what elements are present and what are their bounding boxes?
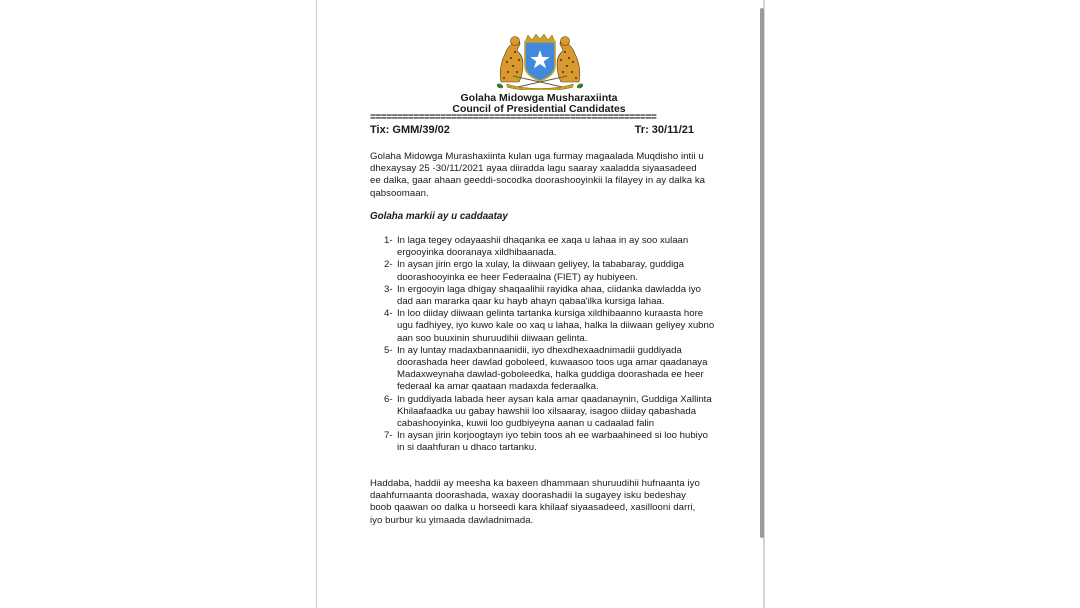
section-heading: Golaha markii ay u caddaatay	[370, 211, 508, 222]
list-item-text: In ay luntay madaxbannaanidii, iyo dhexdhexaadnimadii guddiyada doorashada heer dawlad goboleed, kuwaasoo toos uga amar qaadanaya Madaxweynaha dawlad-goboleedka, halka guddiga doorashada ee heer federaal ka amar qaataan madaxda federaalka.	[397, 344, 708, 393]
list-item	[370, 308, 715, 345]
list-item-text: In laga tegey odayaashii dhaqanka ee xaqa u lahaa in ay soo xulaan ergooyinka dooranaya xildhibaanada.	[397, 235, 689, 259]
list-item	[370, 235, 715, 259]
scrollbar-thumb[interactable]	[760, 8, 764, 538]
list-item-number: 1-	[384, 235, 393, 246]
closing-paragraph: Haddaba, haddii ay meesha ka baxeen dhammaan shuruudihii hufnaanta iyo daahfurnaanta doorashada, waxay doorashadii la sugayey isku bedeshay boob qaawan oo dalka u horseedi kara khilaaf siyaasadeed, xasillooni darri, iyo burbur ku yimaada dawladnimada.	[370, 478, 700, 526]
list-item	[370, 345, 715, 394]
organization-name-somali: Golaha Midowga Musharaxiintа	[460, 92, 618, 104]
list-item-number: 7-	[384, 430, 393, 442]
list-item	[370, 430, 715, 454]
list-item-number: 3-	[384, 283, 393, 295]
list-item-text: In aysan jirin ergo la xulay, la diiwaan geliyey, la tababaray, guddiga doorashooyinka ee heer Federaalna (FIET) ay hubiyeen.	[397, 259, 684, 283]
somalia-coat-of-arms-icon	[493, 32, 587, 90]
intro-paragraph: Golaha Midowga Murashaxiinta kulan uga furmay magaalada Muqdisho intii u dhexaysay 25 -30/11/2021 ayaa diiradda lagu saaray xaaladda siyaasadeed ee dalka, gaar ahaan geeddi-socodka doorashooyinkii la filayey in ay dalka ka qabsoomaan.	[370, 151, 706, 199]
list-item	[370, 284, 715, 308]
header-separator: =====================================================	[370, 113, 657, 124]
list-item-number: 6-	[384, 393, 393, 405]
organization-name-english: Council of Presidential Candidates	[452, 103, 626, 115]
scrollbar-track	[764, 0, 765, 608]
list-item-number: 2-	[384, 259, 393, 271]
list-item	[370, 259, 715, 283]
reference-number: Tix: GMM/39/02	[370, 124, 450, 136]
list-item-number: 4-	[384, 308, 393, 320]
list-item-text: In aysan jirin korjoogtayn iyo tebin toos ah ee warbaahineed si loo hubiyo in si daahfuran u dhaco tartanku.	[397, 430, 708, 454]
list-item-text: In ergooyin laga dhigay shaqaalihii rayidka ahaa, ciidanka dawladda iyo dad aan mararka qaar ku hayb ahayn qabaa'ilka kursiga lahaa.	[397, 283, 702, 308]
list-item-text: In loo diiday diiwaan gelinta tartanka kursiga xildhibaanno kuraasta hore ugu fadhiyey, iyo kuwo kale oo xaq u lahaa, halka la diiwaan geliyey xubno aan soo buuxinin shuruudihii diiwaan gelinta.	[397, 308, 715, 344]
list-item	[370, 394, 715, 431]
findings-list	[370, 235, 715, 455]
list-item-text: In guddiyada labada heer aysan kala amar qaadanaynin, Guddiga Xallinta Khilaafaadka uu gabay hawshii loo xilsaaray, isagoo diiday qabashada cabashooyinka, kuwii loo gudbiyeyna aanan u cadaalad falin	[397, 393, 712, 430]
list-item-number: 5-	[384, 344, 393, 356]
document-date: Tr: 30/11/21	[634, 124, 694, 136]
